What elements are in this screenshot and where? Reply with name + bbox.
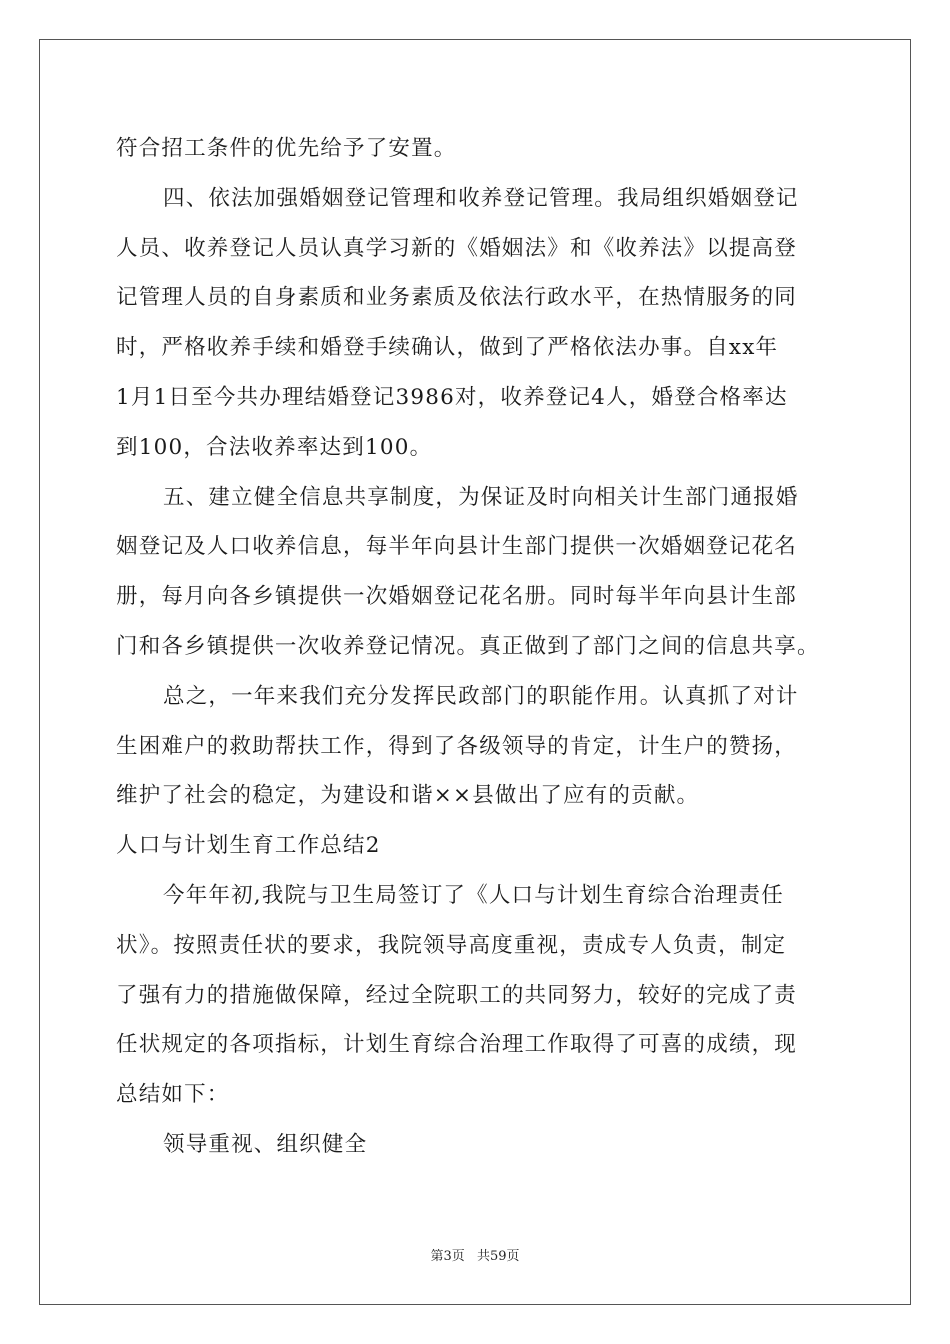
text-line: 今年年初,我院与卫生局签订了《人口与计划生育综合治理责任 (163, 882, 784, 908)
text-line: 任状规定的各项指标，计划生育综合治理工作取得了可喜的成绩，现 (116, 1032, 798, 1058)
text-line: 了强有力的措施做保障，经过全院职工的共同努力，较好的完成了责 (116, 982, 798, 1008)
text-line: 册，每月向各乡镇提供一次婚姻登记花名册。同时每半年向县计生部 (116, 584, 798, 610)
text-line: 门和各乡镇提供一次收养登记情况。真正做到了部门之间的信息共享。 (116, 633, 820, 659)
subheading: 领导重视、组织健全 (163, 1131, 368, 1157)
text-line: 维护了社会的稳定，为建设和谐××县做出了应有的贡献。 (116, 783, 700, 809)
text-line: 姻登记及人口收养信息，每半年向县计生部门提供一次婚姻登记花名 (116, 534, 798, 560)
text-line: 生困难户的救助帮扶工作，得到了各级领导的肯定，计生户的赞扬， (116, 733, 798, 759)
section-heading: 人口与计划生育工作总结2 (116, 833, 381, 859)
body-text (116, 124, 836, 1170)
text-line: 总结如下： (116, 1082, 230, 1108)
text-line: 总之，一年来我们充分发挥民政部门的职能作用。认真抓了对计 (163, 683, 799, 709)
text-line: 1月1日至今共办理结婚登记3986对，收养登记4人，婚登合格率达 (116, 384, 788, 410)
page-number: 第3页 (430, 1249, 465, 1264)
page-footer (0, 1245, 950, 1264)
text-line: 五、建立健全信息共享制度，为保证及时向相关计生部门通报婚 (163, 484, 799, 510)
text-line: 人员、收养登记人员认真学习新的《婚姻法》和《收养法》以提高登 (116, 235, 798, 261)
text-line: 时，严格收养手续和婚登手续确认，做到了严格依法办事。自xx年 (116, 335, 779, 361)
text-line: 到100，合法收养率达到100。 (116, 434, 433, 460)
page-total: 共59页 (476, 1249, 520, 1264)
text-line: 符合招工条件的优先给予了安置。 (116, 136, 457, 161)
text-line: 状》。按照责任状的要求，我院领导高度重视，责成专人负责，制定 (116, 932, 787, 958)
text-line: 记管理人员的自身素质和业务素质及依法行政水平，在热情服务的同 (116, 285, 798, 311)
text-line: 四、依法加强婚姻登记管理和收养登记管理。我局组织婚姻登记 (163, 185, 799, 211)
